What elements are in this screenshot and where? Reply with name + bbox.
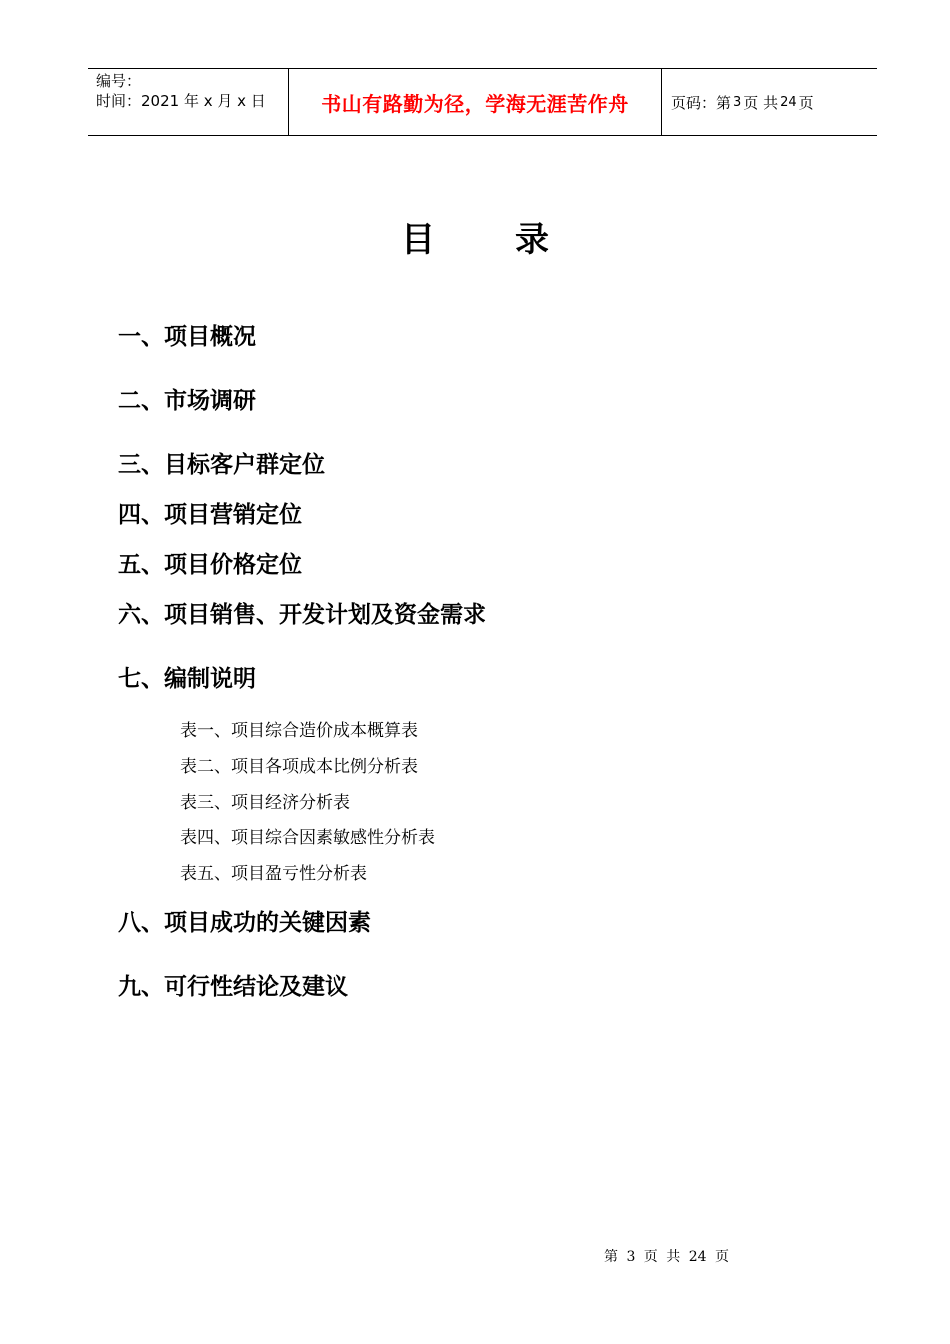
toc-item[interactable]: 六、项目销售、开发计划及资金需求 (118, 601, 486, 628)
page-header (88, 68, 877, 136)
header-motto: 书山有路勤为径，学海无涯苦作舟 (321, 91, 629, 116)
toc-title: 目录 (401, 220, 629, 260)
page-footer: 第 3 页 共 24 页 (604, 1249, 729, 1265)
toc-item[interactable]: 一、项目概况 (118, 323, 256, 350)
toc-subitem[interactable]: 表四、项目综合因素敏感性分析表 (180, 828, 435, 848)
header-serial: 编号： (96, 72, 142, 90)
toc-item[interactable]: 三、目标客户群定位 (118, 451, 325, 478)
toc-subitem[interactable]: 表三、项目经济分析表 (180, 793, 350, 813)
header-page-mid: 页 共 (743, 93, 779, 112)
header-page-label: 页码：第 (671, 93, 732, 112)
toc-item[interactable]: 八、项目成功的关键因素 (118, 909, 371, 936)
toc-item[interactable]: 九、可行性结论及建议 (118, 973, 348, 1000)
toc-item[interactable]: 五、项目价格定位 (118, 551, 302, 578)
header-date: 时间：2021 年 x 月 x 日 (96, 92, 266, 110)
header-page-number (662, 69, 877, 135)
header-page-current: 3 (733, 94, 742, 110)
header-motto-cell (289, 69, 662, 135)
toc-item[interactable]: 二、市场调研 (118, 387, 256, 414)
toc-item[interactable]: 四、项目营销定位 (118, 501, 302, 528)
toc-subitem[interactable]: 表五、项目盈亏性分析表 (180, 864, 367, 884)
toc-subitem[interactable]: 表二、项目各项成本比例分析表 (180, 757, 418, 777)
toc-item[interactable]: 七、编制说明 (118, 665, 256, 692)
header-page-total: 24 (780, 94, 797, 110)
toc-subitem[interactable]: 表一、项目综合造价成本概算表 (180, 721, 418, 741)
header-meta (88, 69, 289, 135)
header-page-end: 页 (798, 93, 814, 112)
